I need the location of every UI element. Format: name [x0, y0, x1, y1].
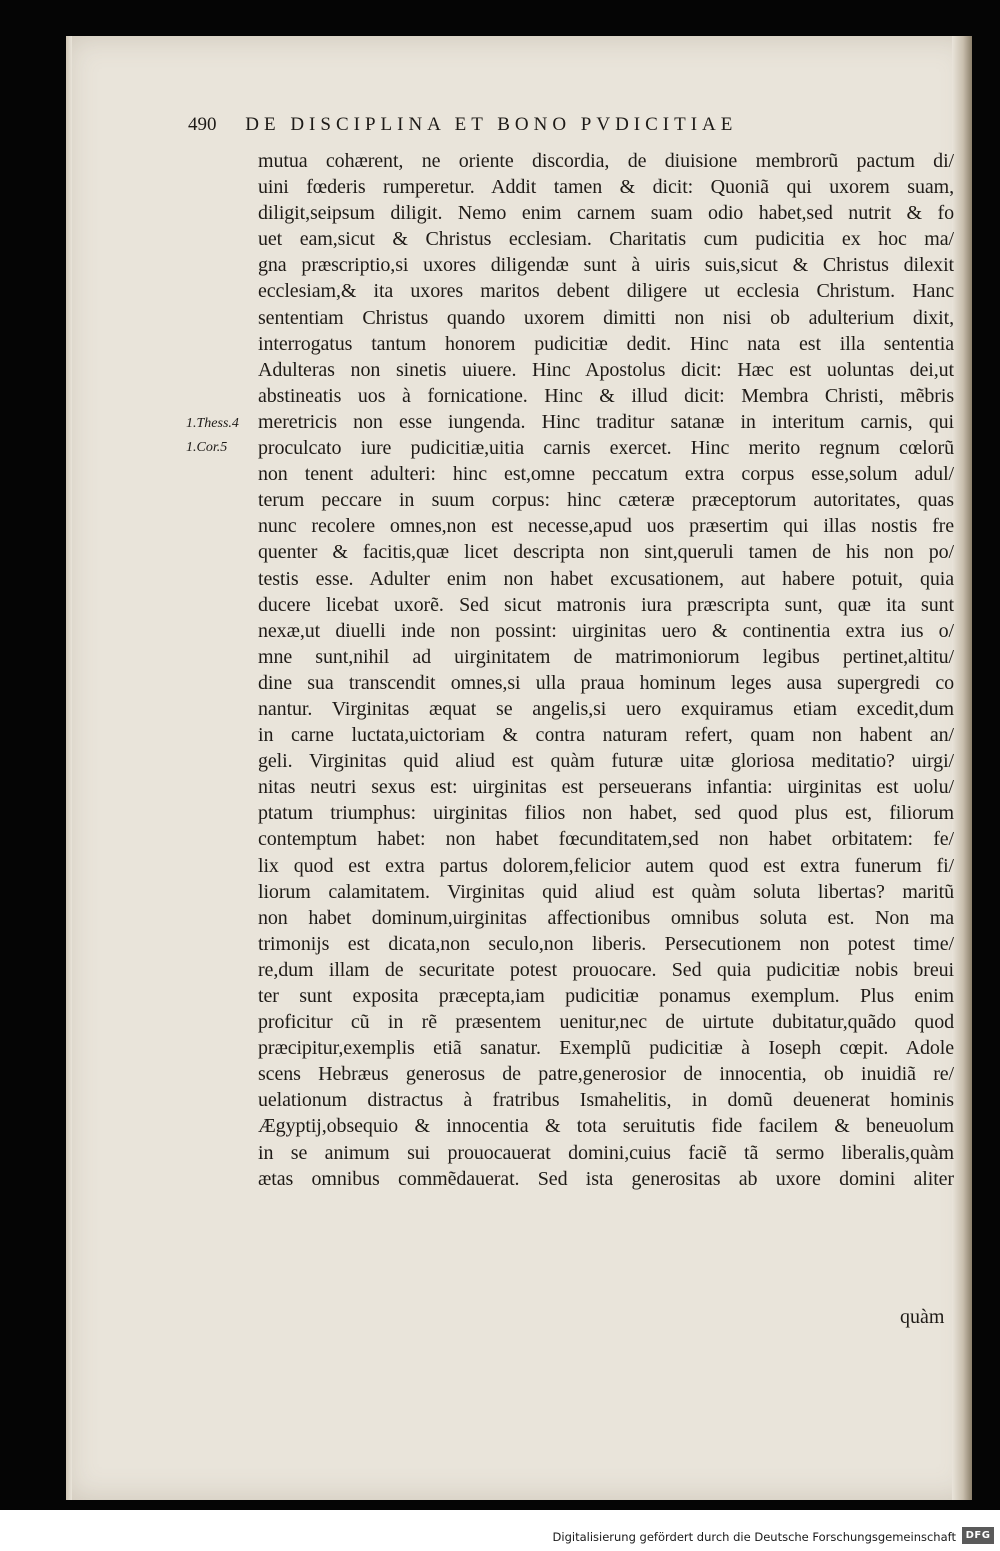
- text-line: contemptum habet: non habet fœcunditatem,sed non habet orbitatem: fe/: [258, 828, 954, 851]
- text-line: Ægyptij,obsequio & innocentia & tota seruitutis fide facilem & beneuolum: [258, 1115, 954, 1138]
- text-line: ecclesiam,& ita uxores maritos debent diligere ut ecclesia Christum. Hanc: [258, 280, 954, 303]
- running-head: [188, 114, 908, 136]
- text-line: ducere licebat uxorẽ. Sed sicut matronis iura præscripta sunt, quæ ita sunt: [258, 593, 954, 616]
- page-left-edge: [66, 36, 72, 1500]
- text-line: dine sua transcendit omnes,si ulla praua hominum leges ausa supergredi co: [258, 671, 954, 694]
- text-line: nexæ,ut diuelli inde non possint: uirginitas uero & continentia extra ius o/: [258, 619, 954, 642]
- text-line: non tenent adulteri: hinc est,omne peccatum extra corpus esse,solum adul/: [258, 463, 954, 486]
- text-line: quenter & facitis,quæ licet descripta non sint,queruli tamen de his non po/: [258, 541, 954, 564]
- text-line: ter sunt exposita præcepta,iam pudicitiæ ponamus exemplum. Plus enim: [258, 985, 954, 1007]
- page-gutter-shadow: [952, 36, 972, 1500]
- text-line: lix quod est extra partus dolorem,felicior autem quod est extra funerum fi/: [258, 854, 954, 877]
- text-line: proficitur cũ in rẽ præsentem uenitur,nec de uirtute dubitatur,quãdo quod: [258, 1011, 954, 1034]
- text-line: meretricis non esse iungenda. Hinc traditur satanæ in interitum carnis, qui: [258, 410, 954, 433]
- text-line: scens Hebræus generosus de patre,generosior de innocentia, ob inuidiã re/: [258, 1063, 954, 1086]
- text-line: mne sunt,nihil ad uirginitatem de matrimoniorum legibus pertinet,altitu/: [258, 645, 954, 668]
- text-line: diligit,seipsum diligit. Nemo enim carnem suam odio habet,sed nutrit & fo: [258, 202, 954, 225]
- text-line: sententiam Christus quando uxorem dimitti non nisi ob adulterium dixit,: [258, 306, 954, 329]
- catchword: quàm: [900, 1306, 945, 1328]
- funding-credit: Digitalisierung gefördert durch die Deutsche Forschungsgemeinschaft: [552, 1530, 956, 1544]
- text-line: gna præscriptio,si uxores diligendæ sunt à uiris suis,sicut & Christus dilexit: [258, 254, 954, 277]
- text-line: terum peccare in suum corpus: hinc cæteræ præceptorum autoritates, quas: [258, 489, 954, 512]
- text-line: uelationum distractus à fratribus Ismahelitis, in domũ deuenerat hominis: [258, 1089, 954, 1112]
- margin-notes: [186, 412, 239, 460]
- margin-note: 1.Cor.5: [186, 440, 228, 455]
- text-line: uet eam,sicut & Christus ecclesiam. Charitatis cum pudicitia ex hoc ma/: [258, 228, 954, 251]
- text-line: uini fœderis rumperetur. Addit tamen & dicit: Quoniã qui uxorem suam,: [258, 176, 954, 199]
- text-line: ptatum triumphus: uirginitas filios non habet, sed quod plus est, filiorum: [258, 802, 954, 825]
- page-number: 490: [188, 114, 217, 135]
- text-line: proculcato iure pudicitiæ,uitia carnis exercet. Hinc merito regnum cœlorũ: [258, 437, 954, 460]
- text-line: Adulteras non sinetis uiuere. Hinc Apostolus dicit: Hæc est uoluntas dei,ut: [258, 358, 954, 381]
- text-line: trimonijs est dicata,non seculo,non liberis. Persecutionem non potest time/: [258, 932, 954, 955]
- body-text: [258, 148, 954, 1192]
- text-line: liorum calamitatem. Virginitas quid aliud est quàm soluta libertas? maritũ: [258, 880, 954, 903]
- text-line: nitas neutri sexus est: uirginitas est perseuerans infantia: uirginitas est uolu/: [258, 776, 954, 799]
- dfg-logo-icon: DFG: [962, 1527, 994, 1544]
- text-line: nunc recolere omnes,non est necesse,apud uos præsertim qui illas nostis fre: [258, 515, 954, 538]
- text-line: non habet dominum,uirginitas affectionibus omnibus soluta est. Non ma: [258, 906, 954, 929]
- text-line: re,dum illam de securitate potest prouocare. Sed quia pudicitiæ nobis breui: [258, 958, 954, 981]
- text-line: testis esse. Adulter enim non habet excusationem, aut habere potuit, quia: [258, 567, 954, 590]
- text-line: nantur. Virginitas æquat se angelis,si uero exquiramus etiam excedit,dum: [258, 697, 954, 720]
- text-line: abstineatis uos à fornicatione. Hinc & illud dicit: Membra Christi, mẽbris: [258, 384, 954, 407]
- text-line: mutua cohærent, ne oriente discordia, de diuisione membrorũ pactum di/: [258, 150, 954, 172]
- running-title: DE DISCIPLINA ET BONO PVDICITIAE: [245, 114, 738, 135]
- text-line: geli. Virginitas quid aliud est quàm futuræ uitæ gloriosa meditatio? uirgi/: [258, 750, 954, 773]
- text-line: ætas omnibus commẽdauerat. Sed ista generositas ab uxore domini aliter: [258, 1167, 954, 1190]
- footer-bar: [0, 1510, 1000, 1551]
- text-line: interrogatus tantum honorem pudicitiæ dedit. Hinc nata est illa sententia: [258, 332, 954, 355]
- text-line: præcipitur,exemplis etiã sanatur. Exemplũ pudicitiæ à Ioseph cœpit. Adole: [258, 1037, 954, 1060]
- text-line: in carne luctata,uictoriam & contra naturam refert, quam non habent an/: [258, 724, 954, 747]
- margin-note: 1.Thess.4: [186, 416, 239, 431]
- text-line: in se animum sui prouocauerat domini,cuius faciẽ tã sermo liberalis,quàm: [258, 1141, 954, 1164]
